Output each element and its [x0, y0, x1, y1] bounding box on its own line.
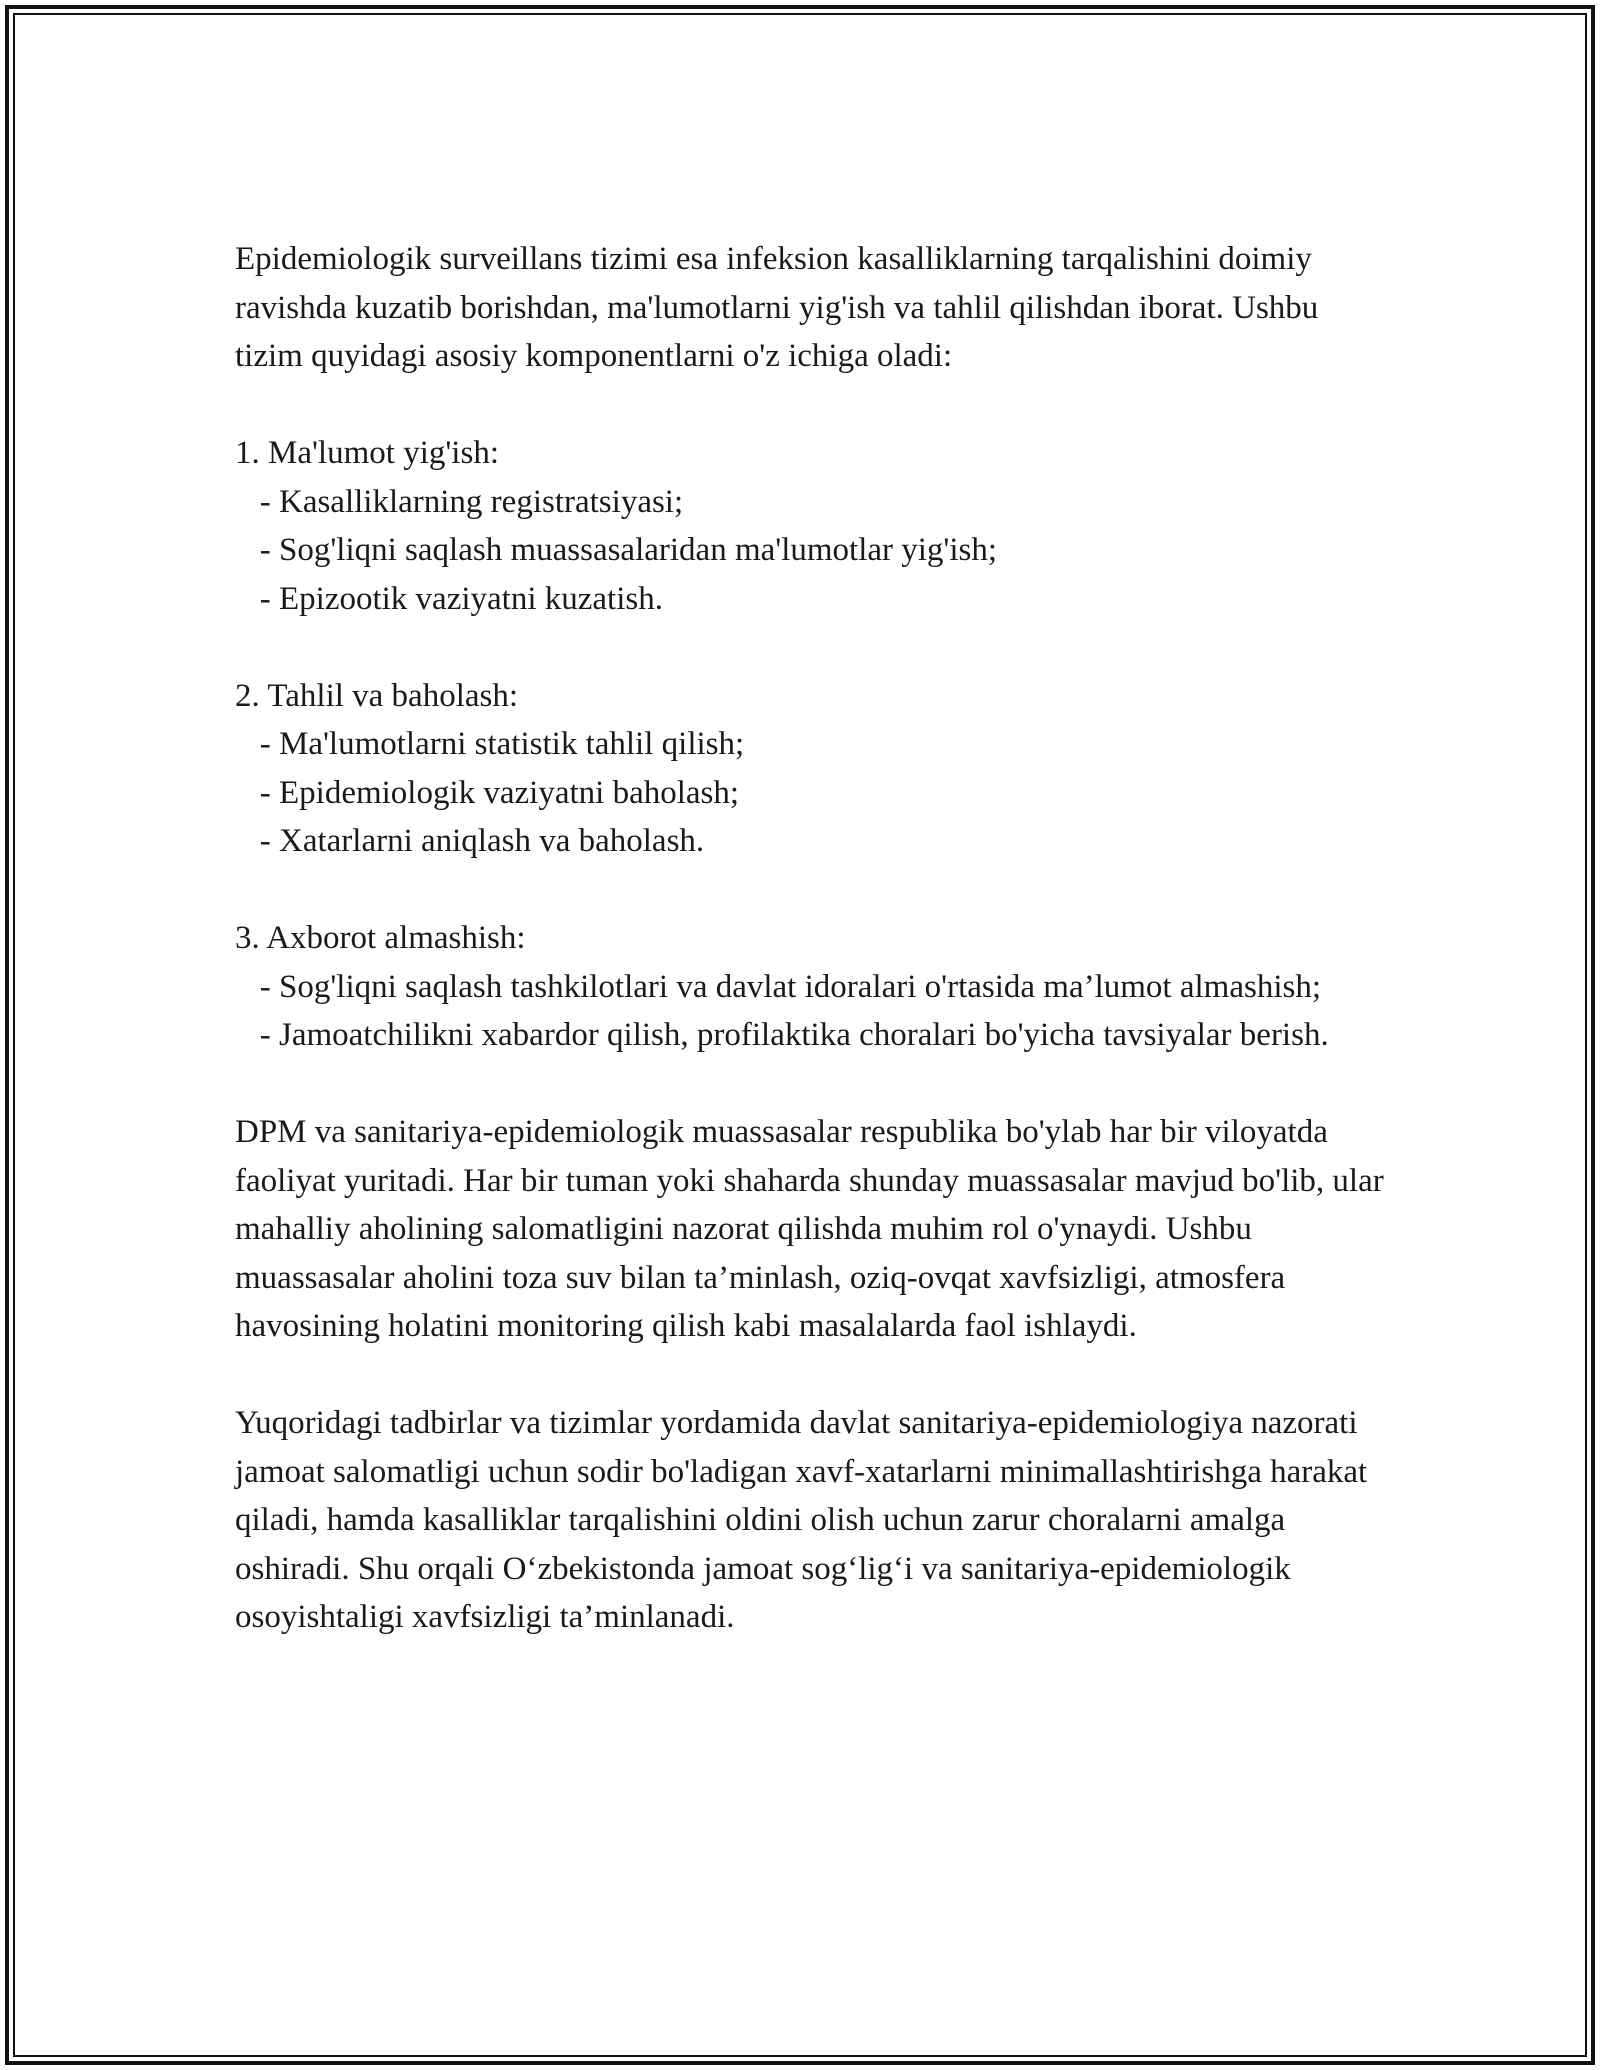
list-item: - Sog'liqni saqlash tashkilotlari va davlat idoralari o'rtasida ma’lumot almashish; [235, 968, 1322, 1005]
dpm-paragraph: DPM va sanitariya-epidemiologik muassasalar respublika bo'ylab har bir viloyatda faoliyat yuritadi. Har bir tuman yoki shaharda shunday muassasalar mavjud bo'lib, ular mahalliy aholining salomatligini nazorat qilishda muhim rol o'ynaydi. Ushbu muassasalar aholini toza suv bilan ta’minlash, oziq-ovqat xavfsizligi, atmosfera havosining holatini monitoring qilish kabi masalalarda faol ishlaydi. [235, 1114, 1392, 1344]
list-item: - Jamoatchilikni xabardor qilish, profilaktika choralari bo'yicha tavsiyalar berish. [235, 1017, 1329, 1053]
list-item: - Ma'lumotlarni statistik tahlil qilish; [235, 726, 745, 762]
section-information-exchange [235, 914, 1385, 1060]
spacer [235, 381, 1385, 430]
list-item: - Epizootik vaziyatni kuzatish. [235, 580, 663, 617]
spacer [235, 1060, 1385, 1109]
list-item: - Xatarlarni aniqlash va baholash. [235, 823, 705, 859]
section-analysis [235, 672, 1385, 866]
intro-paragraph: Epidemiologik surveillans tizimi esa infeksion kasalliklarning tarqalishini doimiy ravishda kuzatib borishdan, ma'lumotlarni yig'ish va tahlil qilishdan iborat. Ushbu tizim quyidagi asosiy komponentlarni o'z ichiga oladi: [235, 241, 1327, 374]
section-data-collection [235, 429, 1385, 623]
section-heading: 2. Tahlil va baholash: [235, 677, 519, 714]
list-item: - Kasalliklarning registratsiyasi; [235, 483, 684, 520]
document-body [235, 235, 1392, 1642]
spacer [235, 623, 1385, 672]
section-heading: 1. Ma'lumot yig'ish: [235, 435, 499, 471]
spacer [235, 866, 1385, 915]
list-item: - Sog'liqni saqlash muassasalaridan ma'lumotlar yig'ish; [235, 532, 998, 568]
spacer [235, 1351, 1385, 1400]
section-heading: 3. Axborot almashish: [235, 920, 526, 956]
conclusion-paragraph: Yuqoridagi tadbirlar va tizimlar yordamida davlat sanitariya-epidemiologiya nazorati jamoat salomatligi uchun sodir bo'ladigan xavf-xatarlarni minimallashtirishga harakat qiladi, hamda kasalliklar tarqalishini oldini olish uchun zarur choralarni amalga oshiradi. Shu orqali O‘zbekistonda jamoat sog‘lig‘i va sanitariya-epidemiologik osoyishtaligi xavfsizligi ta’minlanadi. [235, 1405, 1376, 1635]
list-item: - Epidemiologik vaziyatni baholash; [235, 774, 740, 811]
